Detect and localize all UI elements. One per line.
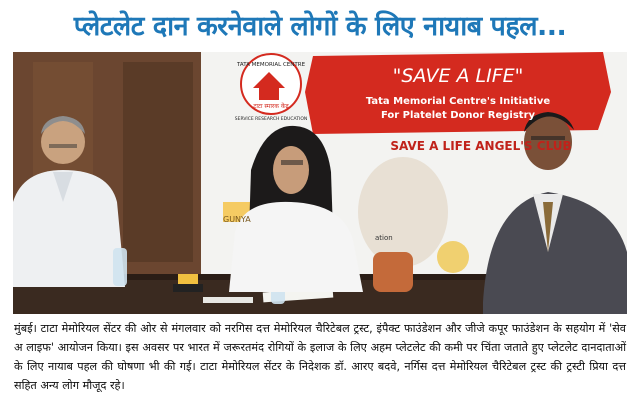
news-photo [13,52,627,314]
chair [373,252,413,292]
sponsor-left: GUNYA [223,215,251,224]
banner-subtitle-2: For Platelet Donor Registry [380,110,536,121]
photo-caption: मुंबई। टाटा मेमोरियल सेंटर की ओर से मंगलवार को नरगिस दत्त मेमोरियल चैरिटेबल ट्रस्ट, इंपैक्ट फाउंडेशन और जीजे कपूर फाउंडेशन के सहयोग में 'सेव अ लाइफ' आयोजन किया। इस अवसर पर भारत में जरूरतमंद रोगियों के इलाज के लिए अहम प्लेटलेट की कमी पर चिंता जताते हुए प्लेटलेट दानदाताओं के लिए नायाब पहल की घोषणा भी की गई। टाटा मेमोरियल सेंटर के निदेशक डॉ. आरए बदवे, नर्गिस दत्त मेमोरियल चैरिटेबल ट्रस्ट की ट्रस्टी प्रिया दत्त सहित अन्य लोग मौजूद रहे। [14,322,626,392]
banner-club: SAVE A LIFE ANGEL'S CLUB [390,139,572,153]
logo-text-hindi: टाटा स्मारक केंद्र [253,103,289,110]
logo-text-top: TATA MEMORIAL CENTRE [236,62,306,68]
mic-left [173,284,203,292]
sponsor-mid: ation [375,234,393,242]
bottle-1 [113,248,127,286]
banner-title: "SAVE A LIFE" [392,65,524,87]
banner-subtitle-1: Tata Memorial Centre's Initiative [365,96,551,107]
photo-illustration [13,52,627,314]
logo-text-bottom: SERVICE RESEARCH EDUCATION [234,117,308,122]
headline: प्लेटलेट दान करनेवाले लोगों के लिए नायाब पहल... [73,11,567,42]
